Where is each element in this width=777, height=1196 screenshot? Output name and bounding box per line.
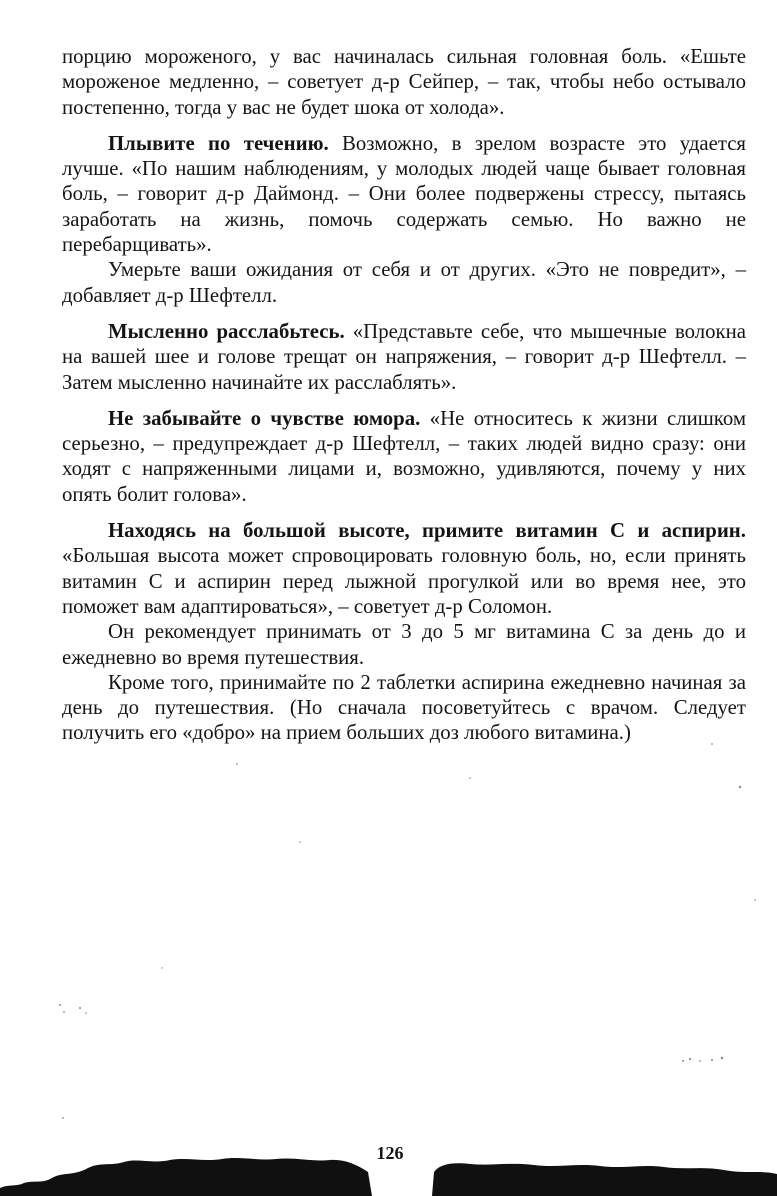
paragraph-4-text: «Представьте себе, что мышечные волокна на вашей шее и голове трещат он напряжения, – говорит д-р Шефтелл. – Затем мысленно начинайте их расслаблять».	[62, 319, 746, 394]
paragraph-8-text: Кроме того, принимайте по 2 таблетки аспирина ежедневно начиная за день до путешествия. (Но сначала посоветуйтесь с врачом. Следует получить его «добро» на прием больших доз любого витамина.)	[62, 670, 746, 745]
paragraph-6-lead: Находясь на большой высоте, примите витамин С и аспирин.	[108, 519, 746, 543]
paragraph-3-text: Умерьте ваши ожидания от себя и от других. «Это не повредит», – добавляет д-р Шефтелл.	[62, 258, 746, 307]
paragraph-2-text: Возможно, в зрелом возрасте это удается лучше. «По нашим наблюдениям, у молодых людей чаще бывает головная боль, – говорит д-р Даймонд. – Они более подвержены стрессу, пытаясь заработать на жизнь, помочь содержать семью. Но важно не перебарщивать».	[62, 131, 747, 257]
paragraph-6-text: «Большая высота может спровоцировать головную боль, но, если принять витамин С и аспирин перед лыжной прогулкой или во время нее, это поможет вам адаптироваться», – советует д-р Соломон.	[62, 544, 746, 618]
paragraph-4-lead: Мысленно расслабьтесь.	[108, 319, 345, 343]
page-number: 126	[376, 1143, 404, 1163]
paragraph-5-text: «Не относитесь к жизни слишком серьезно, – предупреждает д-р Шефтелл, – таких людей видно сразу: они ходят с напряженными лицами и, возможно, удивляются, почему у них опять болит голова».	[62, 406, 746, 506]
paragraph-7-text: Он рекомендует принимать от 3 до 5 мг витамина С за день до и ежедневно во время путешествия.	[62, 620, 746, 669]
paragraph-5-lead: Не забывайте о чувстве юмора.	[108, 406, 421, 430]
paragraph-2-lead: Плывите по течению.	[108, 131, 329, 155]
paragraph-1-text: порцию мороженого, у вас начиналась сильная головная боль. «Ешьте мороженое медленно, – советует д-р Сейпер, – так, чтобы небо остывало постепенно, тогда у вас не будет шока от холода».	[62, 45, 746, 119]
